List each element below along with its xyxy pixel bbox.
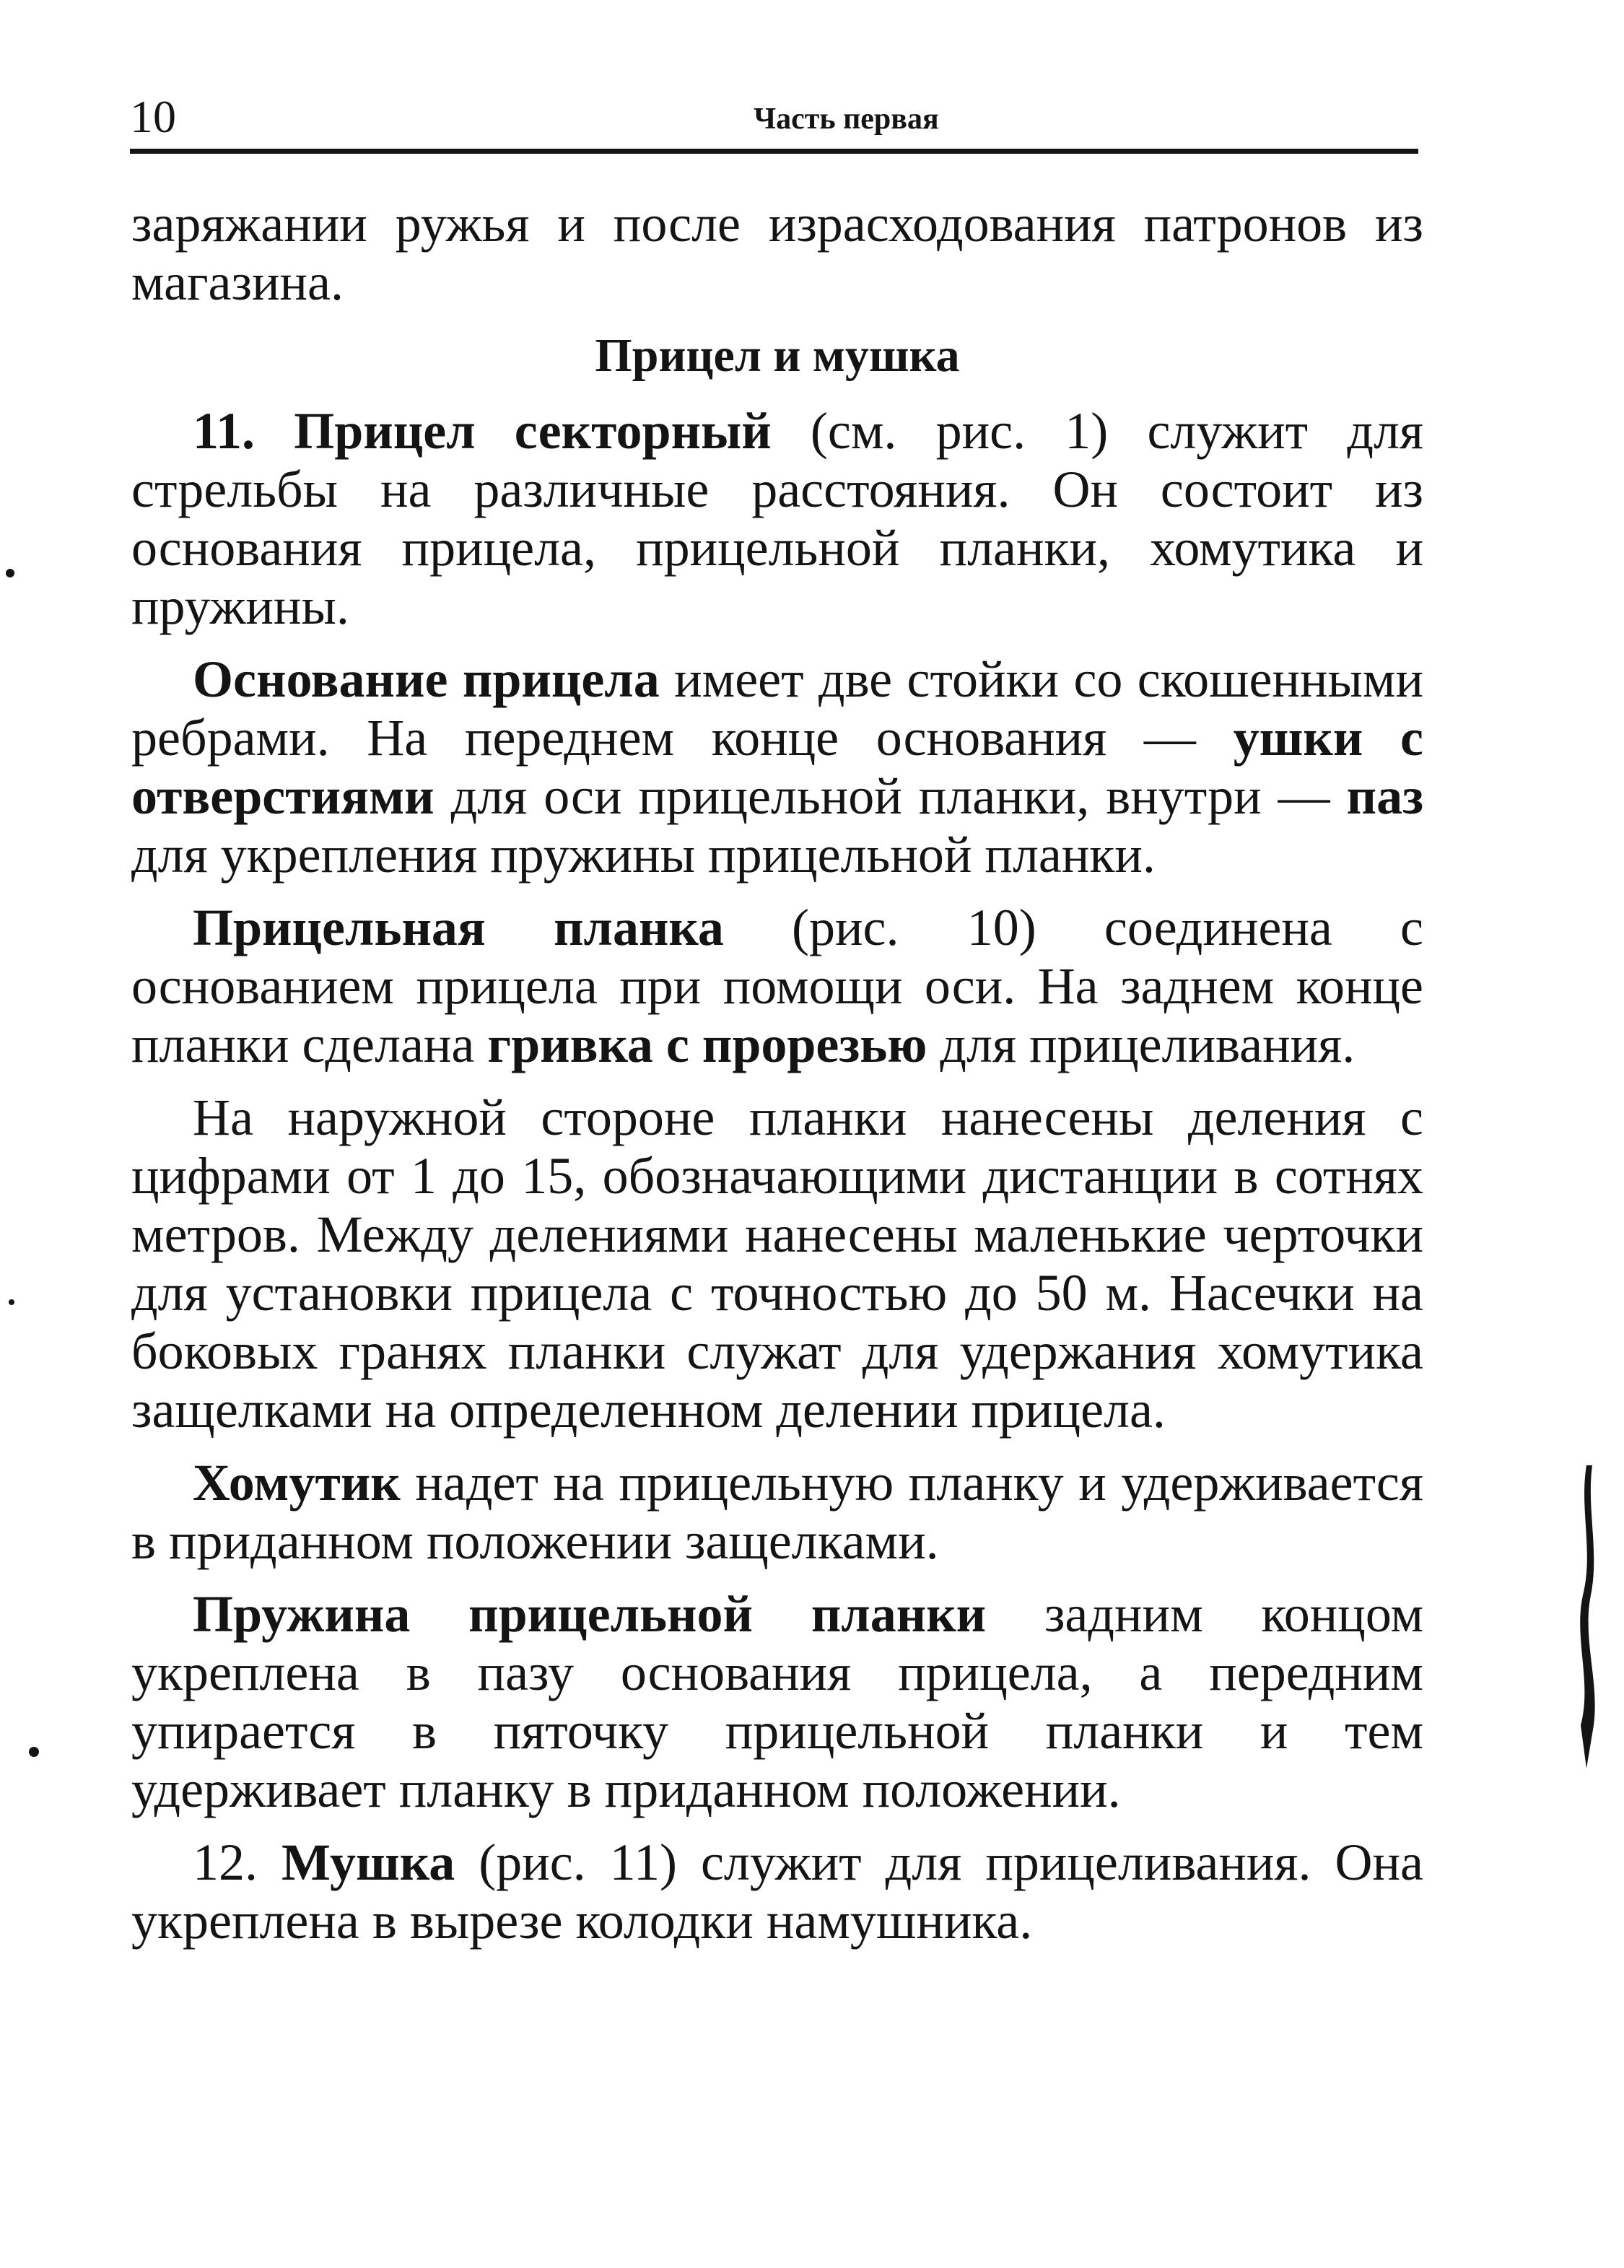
paragraph-number: 11. [193,402,256,460]
sight-base-text-3: для укрепления пружины прицельной планки. [131,826,1156,884]
page-number: 10 [130,91,176,142]
term-front-sight: Мушка [281,1833,455,1891]
paragraph-sight-base [131,650,1423,884]
graduations-text: На наружной стороне планки нанесены деления с цифрами от 1 до 15, обозначающими дистанции в сотнях метров. Между делениями нанесены маленькие черточки для установки прицела с точностью до 50 м. Насечки на боковых гранях планки служат для удержания хомутика защелками на определенном делении прицела. [131,1089,1423,1439]
paragraph-11-text: (см. рис. 1) служит для стрельбы на различные расстояния. Он состоит из основания прицела, прицельной планки, хомутика и пружины. [131,402,1424,635]
scan-speck [6,569,14,577]
term-notch: гривка с прорезью [487,1016,927,1073]
term-sector-sight: Прицел секторный [294,402,772,460]
term-groove: паз [1346,767,1423,825]
running-head [130,88,1418,146]
header-rule [130,149,1418,154]
paragraph-graduations [131,1089,1423,1439]
term-clamp: Хомутик [193,1454,401,1512]
scan-speck [9,1299,14,1305]
paragraph-clamp [131,1454,1423,1571]
paragraph-12-text: (рис. 11) служит для прицеливания. Она укреплена в вырезе колодки намушника. [131,1833,1423,1950]
paragraph-sight-bar [131,899,1423,1074]
term-sight-base: Основание прицела [193,650,660,708]
clamp-text: надет на прицельную планку и удерживается в приданном положении защелками. [131,1454,1423,1570]
intro-text: заряжании ружья и после израсходования патронов из магазина. [131,195,1423,311]
sight-bar-text-1: (рис. 10) соединена с основанием прицела при помощи оси. На заднем конце планки сделана [131,899,1424,1073]
part-title: Часть первая [754,103,939,136]
paragraph-12 [131,1833,1423,1950]
term-sight-bar: Прицельная планка [193,899,724,956]
term-lugs: ушки с отверстиями [131,709,1423,825]
body-text [131,195,1423,1965]
intro-paragraph [131,195,1423,312]
scan-edge-mark [1565,1465,1602,1768]
spring-text: задним концом укреплена в пазу основания прицела, а передним упирается в пяточку прицельной планки и тем удерживает планку в приданном положении. [131,1585,1424,1818]
sight-base-text-2: для оси прицельной планки, внутри — [450,767,1330,825]
paragraph-number-12: 12. [193,1833,258,1891]
sight-base-text-1: имеет две стойки со скошенными ребрами. На переднем конце основания — [131,650,1424,767]
section-heading: Прицел и мушка [595,329,960,382]
term-spring: Пружина прицельной планки [193,1585,987,1643]
paragraph-11 [131,402,1423,636]
sight-bar-text-2: для прицеливания. [940,1016,1355,1073]
paragraph-spring [131,1585,1423,1819]
scan-speck [29,1747,39,1757]
